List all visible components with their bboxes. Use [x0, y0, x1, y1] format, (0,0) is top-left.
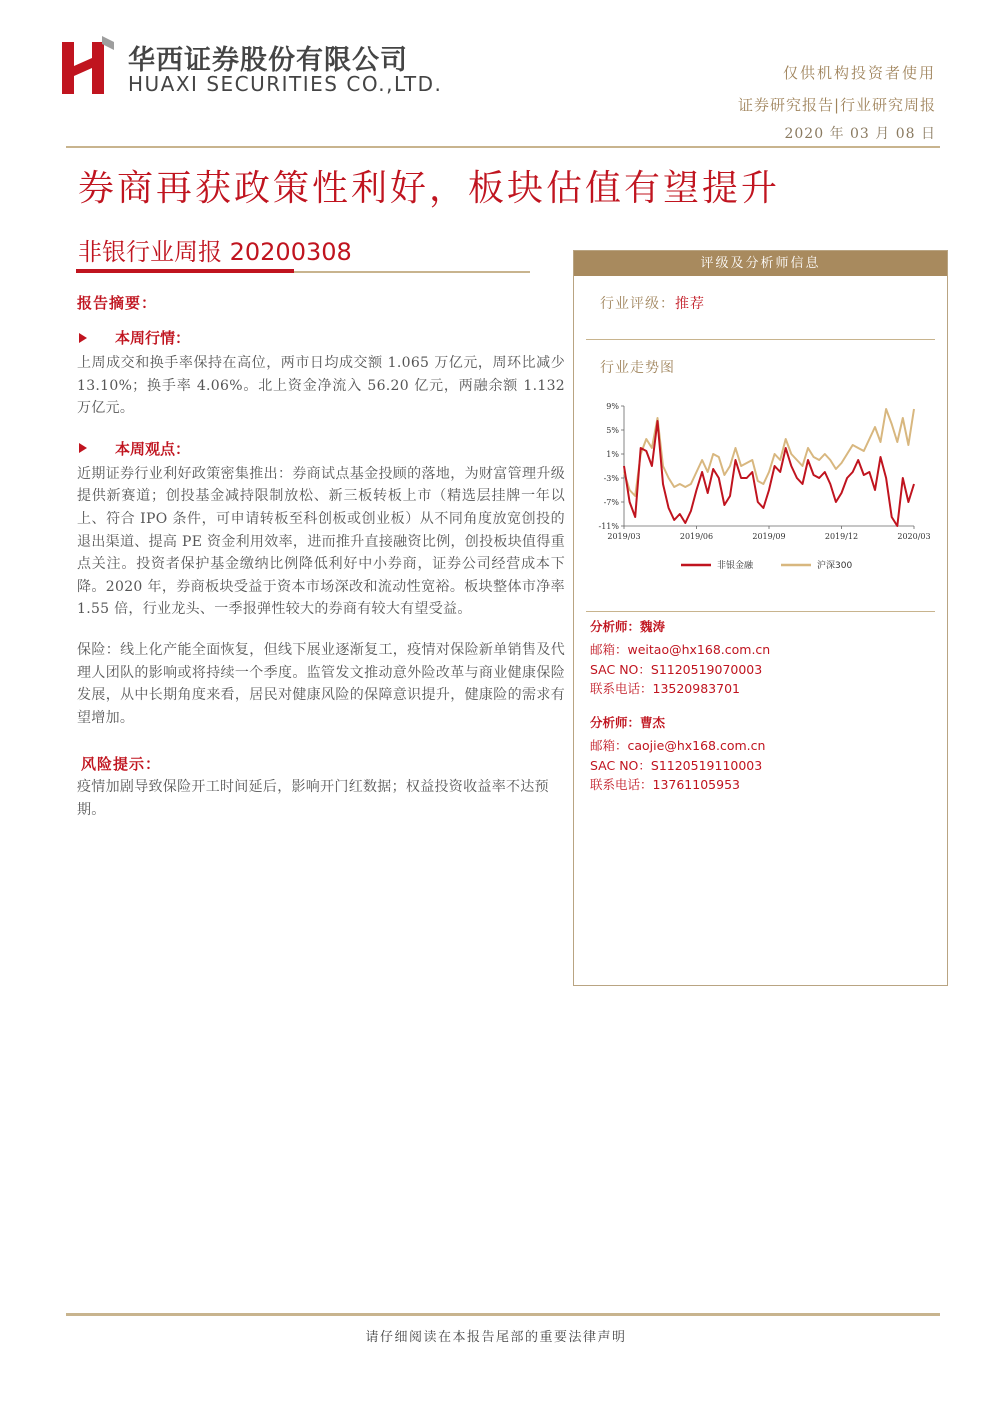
analyst-name: 分析师：曹杰	[590, 715, 666, 730]
legend-label: 沪深300	[817, 561, 853, 571]
week-view-heading	[77, 438, 565, 459]
header-divider	[66, 146, 940, 148]
legal-disclaimer: 请仔细阅读在本报告尾部的重要法律声明	[365, 1330, 627, 1345]
analyst-sac: SAC NO：S1120519070003	[590, 661, 763, 677]
company-name-en: HUAXI SECURITIES CO.,LTD.	[128, 72, 443, 96]
week-market-heading	[77, 327, 565, 348]
rating-divider	[586, 339, 935, 340]
analyst-email[interactable]: 邮箱：weitao@hx168.com.cn	[590, 642, 771, 657]
x-tick-label: 2019/09	[752, 532, 786, 541]
series-line-hs300	[624, 409, 914, 496]
risk-text: 疫情加剧导致保险开工时间延后，影响开门红数据；权益投资收益率不达预期。	[77, 779, 549, 818]
analyst-sidebar	[573, 250, 948, 986]
insurance-text: 保险：线上化产能全面恢复，但线下展业逐渐复工，疫情对保险新单销售及代理人团队的影响或将持续一个季度。监管发文推动意外险改革与商业健康保险发展，从中长期角度来看，居民对健康风险的保障意识提升，健康险的需求有望增加。	[77, 641, 565, 726]
analyst-name: 分析师：魏涛	[590, 619, 666, 634]
huaxi-logo-icon	[62, 36, 114, 94]
rating-label: 行业评级：	[600, 296, 675, 312]
x-tick-label: 2019/12	[824, 532, 859, 541]
y-tick-label: 5%	[606, 426, 619, 435]
report-subtitle: 非银行业周报 20200308	[78, 238, 352, 266]
x-tick-label: 2020/03	[897, 532, 931, 541]
analyst-card-1	[590, 617, 770, 699]
bullet-triangle-icon	[79, 443, 87, 453]
y-tick-label: 1%	[606, 450, 619, 459]
y-tick-label: -3%	[603, 474, 619, 483]
week-view-heading-label: 本周观点：	[115, 439, 191, 458]
legend-label: 非银金融	[717, 561, 754, 571]
sidebar-header: 评级及分析师信息	[574, 251, 947, 276]
company-name-cn: 华西证券股份有限公司	[128, 45, 408, 76]
y-tick-label: -11%	[598, 522, 619, 531]
report-date: 2020 年 03 月 08 日	[784, 126, 936, 142]
week-market-text: 上周成交和换手率保持在高位，两市日均成交额 1.065 万亿元，周环比减少 13.10%；换手率 4.06%。北上资金净流入 56.20 亿元，两融余额 1.132 万亿元。	[77, 355, 565, 417]
report-title: 券商再获政策性利好，板块估值有望提升	[78, 168, 781, 209]
chart-divider	[586, 611, 935, 612]
x-tick-label: 2019/03	[607, 532, 641, 541]
industry-rating	[600, 293, 705, 313]
usage-note: 仅供机构投资者使用	[782, 64, 936, 82]
analyst-card-2	[590, 713, 765, 795]
summary-heading: 报告摘要：	[77, 294, 158, 312]
week-market-heading-label: 本周行情：	[115, 329, 191, 347]
trend-chart-label: 行业走势图	[600, 360, 675, 376]
risk-heading: 风险提示：	[81, 755, 162, 774]
bullet-triangle-icon	[79, 333, 87, 343]
week-view-text: 近期证券行业利好政策密集推出：券商试点基金投顾的落地，为财富管理升级提供新赛道；创投基金减持限制放松、新三板转板上市（精选层挂牌一年以上、符合 IPO 条件，可申请转板至科创板或创业板）从不同角度放宽创投的退出渠道、提高 PE 资金利用效率，进而推升直接融资比例，创投板块值得重点关注。投资者保护基金缴纳比例降低利好中小券商，证券公司经营成本下降。2020 年，券商板块受益于资本市场深改和流动性宽裕。板块整体市净率 1.55 倍，行业龙头、一季报弹性较大的券商有较大有望受益。	[77, 465, 565, 618]
x-tick-label: 2019/06	[679, 532, 714, 541]
footer-divider	[66, 1313, 940, 1316]
y-tick-label: 9%	[606, 402, 619, 411]
rating-value: 推荐	[675, 296, 705, 312]
analyst-sac: SAC NO：S1120519110003	[590, 757, 763, 773]
analyst-email[interactable]: 邮箱：caojie@hx168.com.cn	[590, 738, 766, 753]
analyst-phone: 联系电话：13761105953	[590, 777, 740, 792]
industry-trend-chart	[596, 391, 941, 581]
subtitle-accent-bar	[76, 269, 294, 273]
summary-column	[77, 292, 565, 822]
analyst-phone: 联系电话：13520983701	[590, 681, 740, 696]
company-logo	[62, 36, 452, 100]
y-tick-label: -7%	[603, 498, 619, 507]
report-category: 证券研究报告|行业研究周报	[737, 96, 936, 114]
